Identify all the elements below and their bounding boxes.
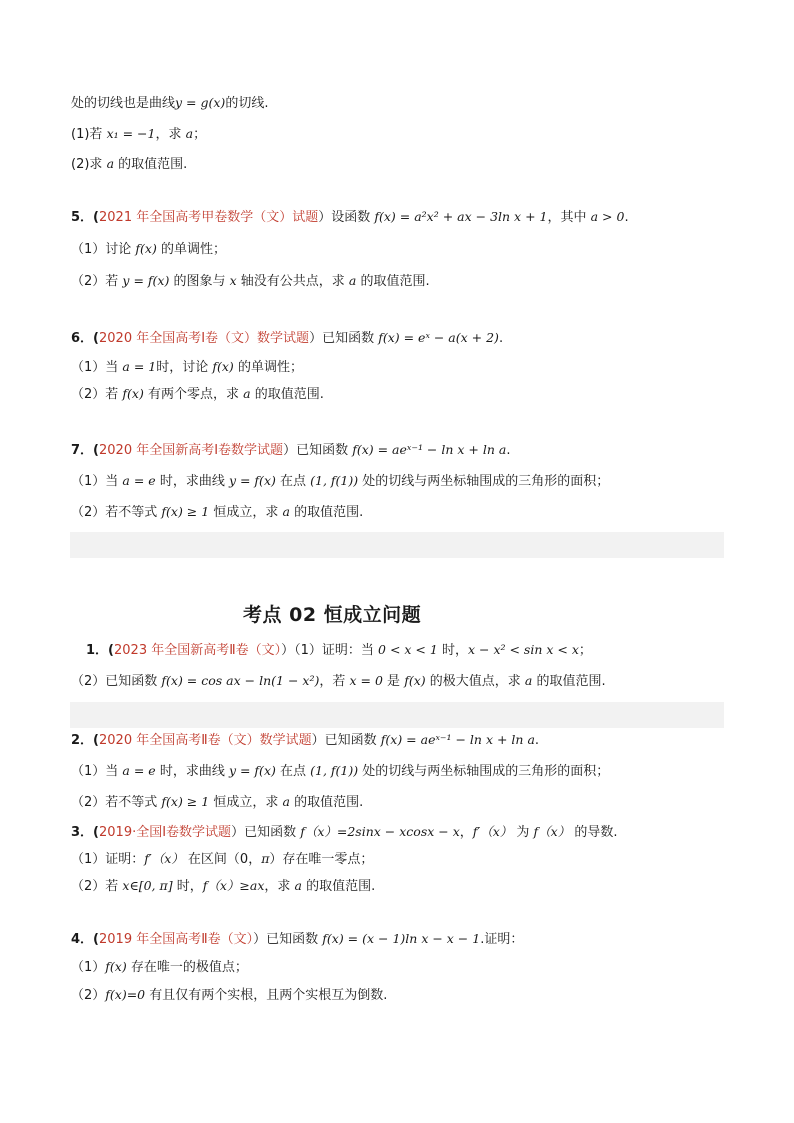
question-k4: 4．(2019 年全国高考Ⅱ卷（文））已知函数 f(x) = (x − 1)ln x − x − 1.证明： — [71, 931, 524, 947]
source-label: 2019 年全国高考Ⅱ卷（文） — [99, 932, 254, 947]
text-line: （1）证明：f′（x） 在区间（0，π）存在唯一零点； — [71, 851, 374, 867]
question-k1: 1．(2023 年全国新高考Ⅱ卷（文））（1）证明：当 0 < x < 1 时，x − x² < sin x < x； — [86, 642, 592, 658]
text-line: 处的切线也是曲线y = g(x)的切线. — [71, 95, 269, 111]
divider-band — [70, 532, 724, 558]
source-label: 2020 年全国高考Ⅰ卷（文）数学试题 — [99, 331, 310, 346]
text-line: （1）f(x) 存在唯一的极值点； — [71, 959, 248, 975]
source-label: 2020 年全国高考Ⅱ卷（文）数学试题 — [99, 733, 312, 748]
question-k3: 3．(2019·全国Ⅰ卷数学试题）已知函数 f（x）=2sinx − xcosx − x，f′（x） 为 f（x） 的导数. — [71, 824, 618, 840]
text-line: (2)求 a 的取值范围. — [71, 156, 188, 172]
text-line: （1）当 a = e 时，求曲线 y = f(x) 在点 (1, f(1)) 处的切线与两坐标轴围成的三角形的面积； — [71, 763, 610, 779]
text-line: （1）当 a = 1时，讨论 f(x) 的单调性； — [71, 359, 303, 375]
text-line: （2）若 x∈[0, π] 时，f（x）≥ax，求 a 的取值范围. — [71, 878, 376, 894]
divider-band — [70, 702, 724, 728]
text-line: (1)若 x₁ = −1，求 a； — [71, 126, 207, 142]
source-label: 2021 年全国高考甲卷数学（文）试题 — [99, 210, 319, 225]
text-line: （1）当 a = e 时，求曲线 y = f(x) 在点 (1, f(1)) 处的切线与两坐标轴围成的三角形的面积； — [71, 473, 610, 489]
text-line: （2）若 y = f(x) 的图象与 x 轴没有公共点，求 a 的取值范围. — [71, 273, 430, 289]
text-line: （2）若不等式 f(x) ≥ 1 恒成立，求 a 的取值范围. — [71, 504, 364, 520]
question-5: 5．(2021 年全国高考甲卷数学（文）试题）设函数 f(x) = a²x² + ax − 3ln x + 1，其中 a > 0. — [71, 209, 629, 225]
section-heading: 考点 02 恒成立问题 — [243, 604, 422, 626]
source-label: 2019·全国Ⅰ卷数学试题 — [99, 825, 232, 840]
text-line: （1）讨论 f(x) 的单调性； — [71, 241, 226, 257]
question-k2: 2．(2020 年全国高考Ⅱ卷（文）数学试题）已知函数 f(x) = aeˣ⁻¹ − ln x + ln a. — [71, 732, 540, 748]
text-line: （2）若不等式 f(x) ≥ 1 恒成立，求 a 的取值范围. — [71, 794, 364, 810]
source-label: 2020 年全国新高考Ⅰ卷数学试题 — [99, 443, 284, 458]
text-line: （2）若 f(x) 有两个零点，求 a 的取值范围. — [71, 386, 324, 402]
text-line: （2）f(x)=0 有且仅有两个实根，且两个实根互为倒数. — [71, 987, 388, 1003]
text-line: （2）已知函数 f(x) = cos ax − ln(1 − x²)，若 x = 0 是 f(x) 的极大值点，求 a 的取值范围. — [71, 673, 606, 689]
question-6: 6．(2020 年全国高考Ⅰ卷（文）数学试题）已知函数 f(x) = eˣ − a(x + 2). — [71, 330, 504, 346]
source-label: 2023 年全国新高考Ⅱ卷（文） — [114, 643, 282, 658]
question-7: 7．(2020 年全国新高考Ⅰ卷数学试题）已知函数 f(x) = aeˣ⁻¹ − ln x + ln a. — [71, 442, 511, 458]
